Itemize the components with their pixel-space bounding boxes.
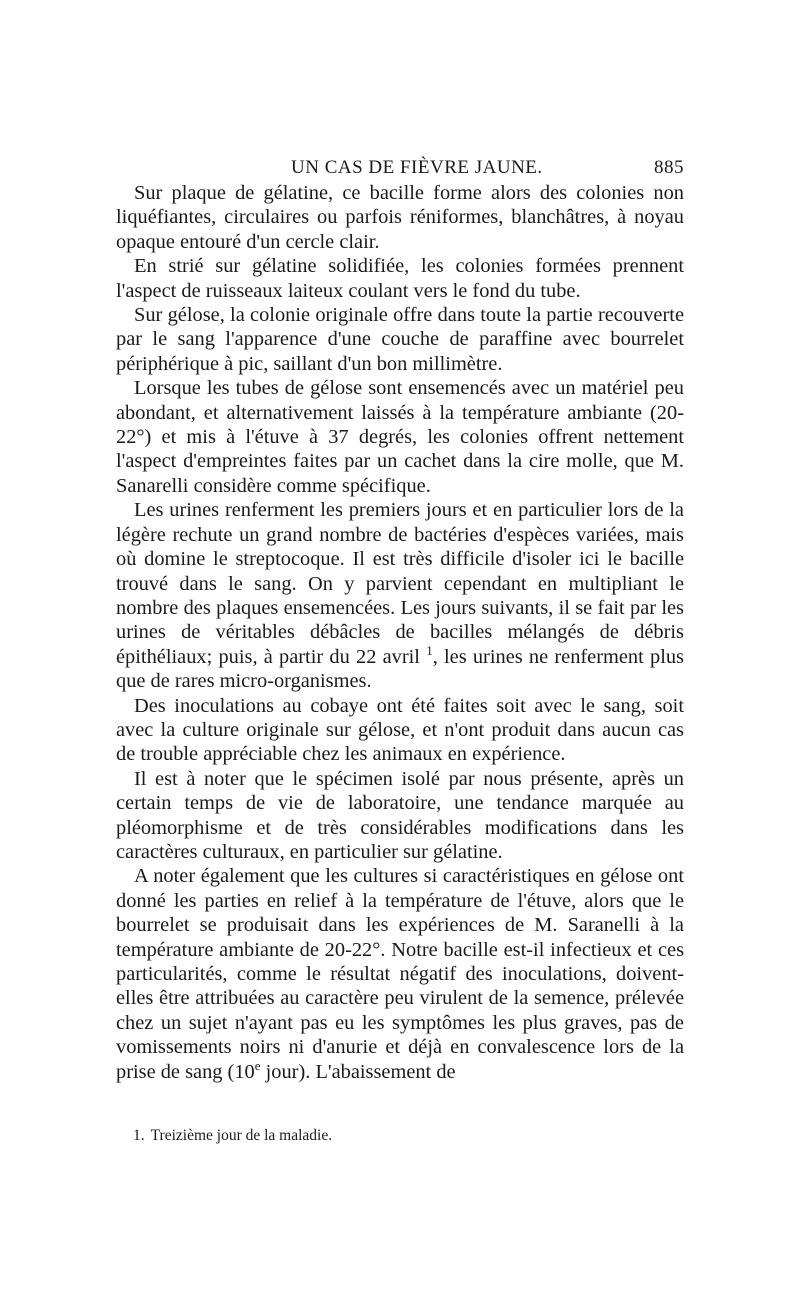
footnote-reference: 1 bbox=[426, 642, 433, 658]
paragraph: Lorsque les tubes de gélose sont ensemencés avec un matériel peu abondant, et alternativement laissés à la température ambiante (20-22°) et mis à l'étuve à 37 degrés, les colonies offrent nettement l'aspect d'empreintes faites par un cachet dans la cire molle, que M. Sanarelli considère comme spécifique. bbox=[116, 377, 684, 497]
footnote bbox=[133, 1126, 684, 1146]
paragraph-text: jour). L'abaissement de bbox=[260, 1060, 456, 1083]
paragraph-text: A noter également que les cultures si caractéristiques en gélose ont donné les parties en relief à la température de l'étuve, alors que le bourrelet se produisait dans les expériences de M. Saranelli à la température ambiante de 20-22°. Notre bacille est-il infectieux et ces particularités, comme le résultat négatif des inoculations, doivent-elles être attribuées au caractère peu virulent de la semence, prélevée chez un sujet n'ayant pas eu les symptômes les plus graves, pas de vomissements noirs ni d'anurie et déjà en convalescence lors de la prise de sang (10 bbox=[116, 865, 684, 1083]
paragraph-text: , les urines ne renferment plus que de rares micro-organismes. bbox=[116, 645, 684, 693]
body-text bbox=[116, 181, 684, 1084]
paragraph bbox=[116, 864, 684, 1084]
paragraph-text: Les urines renferment les premiers jours et en particulier lors de la légère rechute un grand nombre de bactéries d'espèces variées, mais où domine le streptocoque. Il est très difficile d'isoler ici le bacille trouvé dans le sang. On y parvient cependant en multipliant le nombre des plaques ensemencées. Les jours suivants, il se fait par les urines de véritables débâcles de bacilles mélangés de débris épithéliaux; puis, à partir du 22 avril bbox=[116, 499, 684, 668]
footnote-number: 1. bbox=[133, 1127, 145, 1144]
paragraph: Il est à noter que le spécimen isolé par nous présente, après un certain temps de vie de laboratoire, une tendance marquée au pléomorphisme et de très considérables modifications dans les caractères culturaux, en particulier sur gélatine. bbox=[116, 767, 684, 863]
paragraph: Sur plaque de gélatine, ce bacille forme alors des colonies non liquéfiantes, circulaires ou parfois réniformes, blanchâtres, à noyau opaque entouré d'un cercle clair. bbox=[116, 182, 684, 253]
running-header bbox=[116, 157, 684, 183]
paragraph: Des inoculations au cobaye ont été faites soit avec le sang, soit avec la culture originale sur gélose, et n'ont produit dans aucun cas de trouble appréciable chez les animaux en expérience. bbox=[116, 694, 684, 766]
paragraph bbox=[116, 498, 684, 693]
ordinal-superscript: e bbox=[254, 1057, 261, 1073]
running-title: UN CAS DE FIÈVRE JAUNE. bbox=[291, 157, 543, 178]
paragraph: Sur gélose, la colonie originale offre dans toute la partie recouverte par le sang l'apparence d'une couche de paraffine avec bourrelet périphérique à pic, saillant d'un bon millimètre. bbox=[116, 304, 684, 375]
footnote-text: Treizième jour de la maladie. bbox=[150, 1127, 333, 1144]
paragraph: En strié sur gélatine solidifiée, les colonies formées prennent l'aspect de ruisseaux laiteux coulant vers le fond du tube. bbox=[116, 255, 684, 302]
page-number: 885 bbox=[654, 157, 684, 178]
